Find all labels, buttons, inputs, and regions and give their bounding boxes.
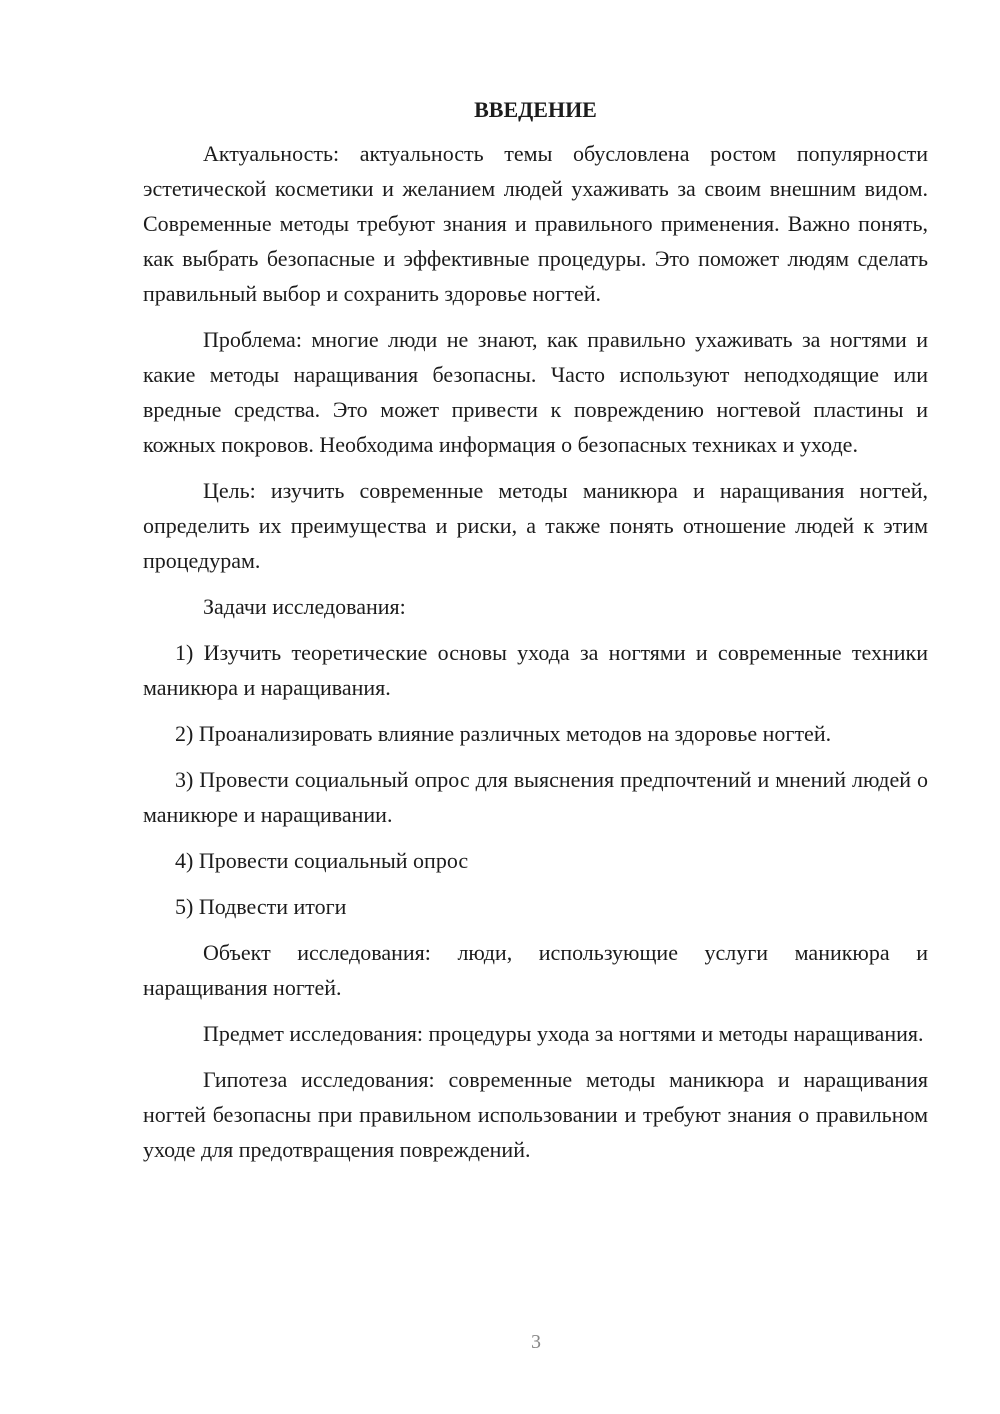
task-item-5: 5) Подвести итоги <box>175 894 347 919</box>
paragraph-object: Объект исследования: люди, использующие услуги маникюра и наращивания ногтей. <box>143 940 928 1000</box>
task-item-3: 3) Провести социальный опрос для выяснения предпочтений и мнений людей о маникюре и наращивании. <box>143 767 928 827</box>
page-number: 3 <box>531 1331 541 1353</box>
task-item-4: 4) Провести социальный опрос <box>175 848 469 873</box>
task-item-1: 1) Изучить теоретические основы ухода за ногтями и современные техники маникюра и наращивания. <box>143 640 928 700</box>
paragraph-hypothesis: Гипотеза исследования: современные методы маникюра и наращивания ногтей безопасны при правильном использовании и требуют знания о правильном уходе для предотвращения повреждений. <box>143 1067 928 1162</box>
paragraph-goal: Цель: изучить современные методы маникюра и наращивания ногтей, определить их преимущества и риски, а также понять отношение людей к этим процедурам. <box>143 478 928 573</box>
task-item-2: 2) Проанализировать влияние различных методов на здоровье ногтей. <box>175 721 832 746</box>
tasks-title: Задачи исследования: <box>203 594 406 619</box>
page-title: ВВЕДЕНИЕ <box>474 97 597 122</box>
document-body <box>143 90 928 1178</box>
paragraph-subject: Предмет исследования: процедуры ухода за ногтями и методы наращивания. <box>203 1021 924 1046</box>
paragraph-problem: Проблема: многие люди не знают, как правильно ухаживать за ногтями и какие методы наращивания безопасны. Часто используют неподходящие или вредные средства. Это может привести к повреждению ногтевой пластины и кожных покровов. Необходима информация о безопасных техниках и уходе. <box>143 327 928 457</box>
paragraph-relevance: Актуальность: актуальность темы обусловлена ростом популярности эстетической косметики и желанием людей ухаживать за своим внешним видом. Современные методы требуют знания и правильного применения. Важно понять, как выбрать безопасные и эффективные процедуры. Это поможет людям сделать правильный выбор и сохранить здоровье ногтей. <box>143 141 928 306</box>
